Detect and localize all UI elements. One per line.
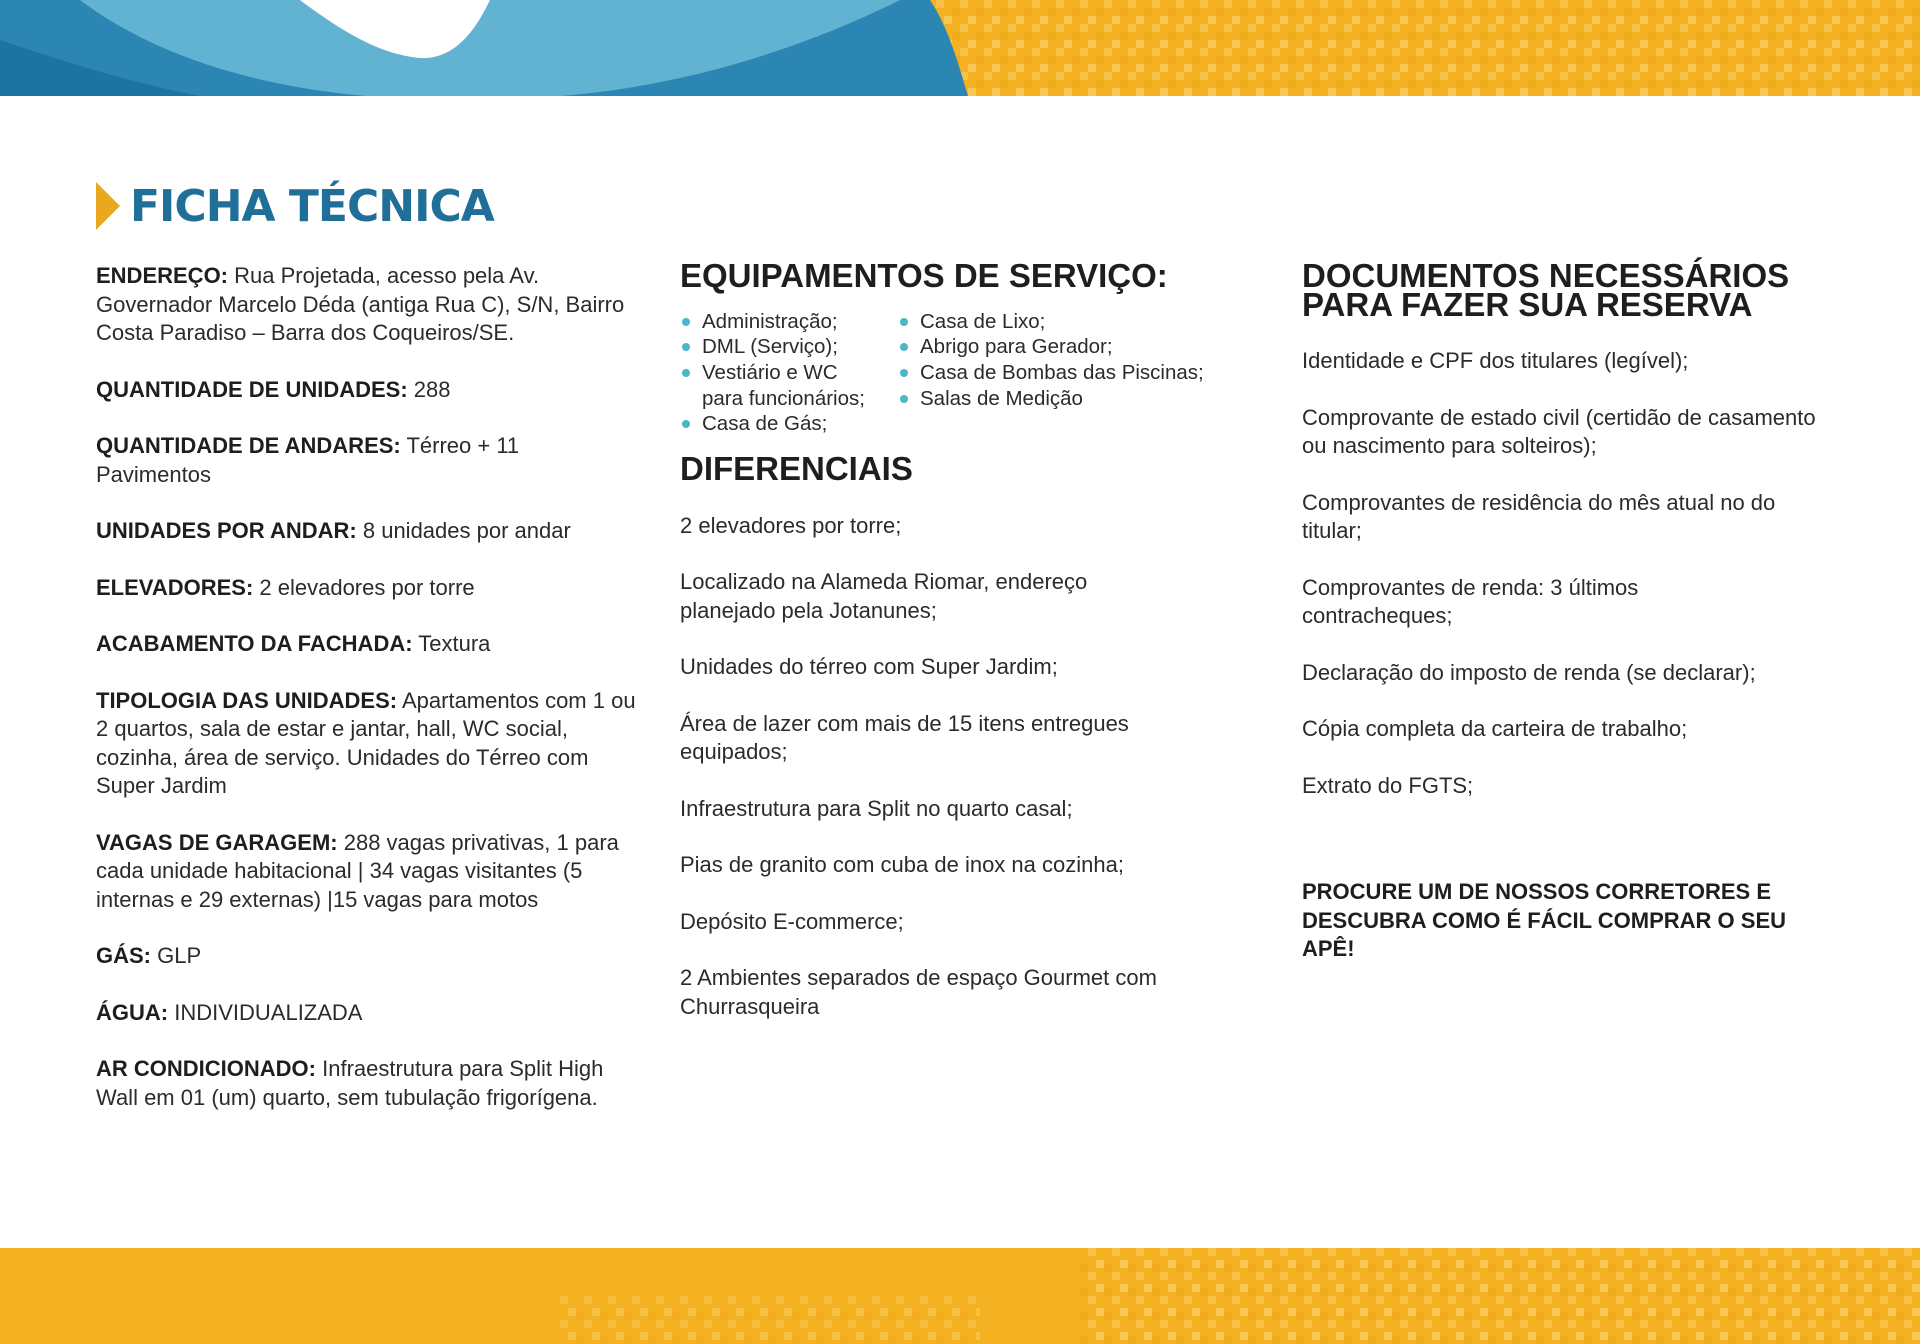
spec-label: QUANTIDADE DE UNIDADES: (96, 376, 408, 402)
documento-item: Identidade e CPF dos titulares (legível); (1302, 348, 1689, 373)
equipamentos-list (680, 309, 1280, 438)
spec-value: INDIVIDUALIZADA (168, 999, 363, 1025)
documento-item: Comprovante de estado civil (certidão de casamento ou nascimento para solteiros); (1302, 404, 1816, 458)
diferencial-item: Unidades do térreo com Super Jardim; (680, 654, 1058, 680)
spec-item (96, 829, 636, 915)
list-item: Casa de Bombas das Piscinas; (898, 360, 1204, 386)
spec-label: TIPOLOGIA DAS UNIDADES: (96, 687, 398, 713)
spec-label: ACABAMENTO DA FACHADA: (96, 631, 413, 656)
title-block (96, 178, 494, 234)
list-item: Casa de Lixo; (898, 309, 1204, 335)
spec-label: QUANTIDADE DE ANDARES: (96, 433, 401, 458)
documentos-heading: DOCUMENTOS NECESSÁRIOS PARA FAZER SUA RESERVA (1302, 257, 1790, 323)
spec-item (96, 687, 636, 801)
spec-label: ENDEREÇO: (96, 263, 229, 288)
spec-value: Rua Projetada, acesso pela Av. Governador Marcelo Déda (antiga Rua C), S/N, Bairro Costa Paradiso – Barra dos Coqueiros/SE. (96, 263, 625, 345)
diferencial-item: 2 Ambientes separados de espaço Gourmet com Churrasqueira (680, 965, 1157, 1019)
spec-label: AR CONDICIONADO: (96, 1056, 316, 1081)
list-item: Salas de Medição (898, 386, 1204, 412)
spec-item (96, 999, 636, 1028)
list-item: Abrigo para Gerador; (898, 334, 1204, 360)
top-banner (0, 0, 1920, 96)
spec-value: Apartamentos com 1 ou 2 quartos, sala de estar e jantar, hall, WC social, cozinha, área de serviço. Unidades do Térreo com Super Jardim (96, 687, 636, 798)
spec-value: 288 (407, 376, 451, 402)
specs-column (96, 262, 636, 1140)
diferencial-item: Infraestrutura para Split no quarto casal; (680, 795, 1073, 821)
features-column (680, 257, 1280, 1049)
spec-item (96, 376, 636, 405)
equipamentos-list-a (680, 309, 870, 438)
list-item: DML (Serviço); (680, 334, 870, 360)
spec-label: GÁS: (96, 943, 151, 968)
call-to-action: PROCURE UM DE NOSSOS CORRETORES E DESCUBRA COMO É FÁCIL COMPRAR O SEU APÊ! (1302, 879, 1787, 961)
bottom-band (0, 1248, 1920, 1344)
documento-item: Cópia completa da carteira de trabalho; (1302, 716, 1688, 741)
play-arrow-icon (96, 182, 120, 230)
equipamentos-list-b (898, 309, 1204, 438)
equipamentos-heading: EQUIPAMENTOS DE SERVIÇO: (680, 257, 1168, 294)
diferenciais-heading: DIFERENCIAIS (680, 450, 913, 488)
list-item: Casa de Gás; (680, 411, 870, 437)
spec-item (96, 432, 636, 489)
diferencial-item: 2 elevadores por torre; (680, 512, 902, 538)
documento-item: Comprovantes de renda: 3 últimos contracheques; (1302, 574, 1639, 628)
list-item: Vestiário e WC para funcionários; (680, 360, 870, 411)
spec-value: 8 unidades por andar (356, 518, 571, 543)
documents-column (1302, 257, 1872, 964)
spec-value: 2 elevadores por torre (253, 574, 475, 600)
list-item: Administração; (680, 309, 870, 335)
page-title: FICHA TÉCNICA (130, 180, 494, 232)
spec-item (96, 574, 636, 603)
spec-label: ÁGUA: (96, 999, 169, 1025)
spec-label: VAGAS DE GARAGEM: (96, 829, 338, 855)
spec-item (96, 942, 636, 971)
spec-label: UNIDADES POR ANDAR: (96, 518, 357, 543)
documento-item: Declaração do imposto de renda (se declarar); (1302, 659, 1756, 685)
spec-item (96, 1055, 636, 1112)
spec-item (96, 262, 636, 348)
spec-value: Textura (412, 631, 491, 656)
spec-value: 288 vagas privativas, 1 para cada unidade habitacional | 34 vagas visitantes (5 internas e 29 externas) |15 vagas para motos (96, 829, 619, 912)
spec-value: Térreo + 11 Pavimentos (96, 433, 520, 487)
spec-value: GLP (151, 943, 202, 968)
diferencial-item: Área de lazer com mais de 15 itens entregues equipados; (680, 710, 1129, 765)
spec-item (96, 517, 636, 546)
spec-value: Infraestrutura para Split High Wall em 01 (um) quarto, sem tubulação frigorígena. (96, 1056, 604, 1110)
documento-item: Comprovantes de residência do mês atual no do titular; (1302, 489, 1776, 543)
diferencial-item: Localizado na Alameda Riomar, endereço planejado pela Jotanunes; (680, 569, 1088, 623)
diferencial-item: Pias de granito com cuba de inox na cozinha; (680, 852, 1124, 878)
spec-item (96, 630, 636, 659)
spec-label: ELEVADORES: (96, 574, 254, 600)
diferencial-item: Depósito E-commerce; (680, 908, 904, 934)
documento-item: Extrato do FGTS; (1302, 772, 1474, 798)
